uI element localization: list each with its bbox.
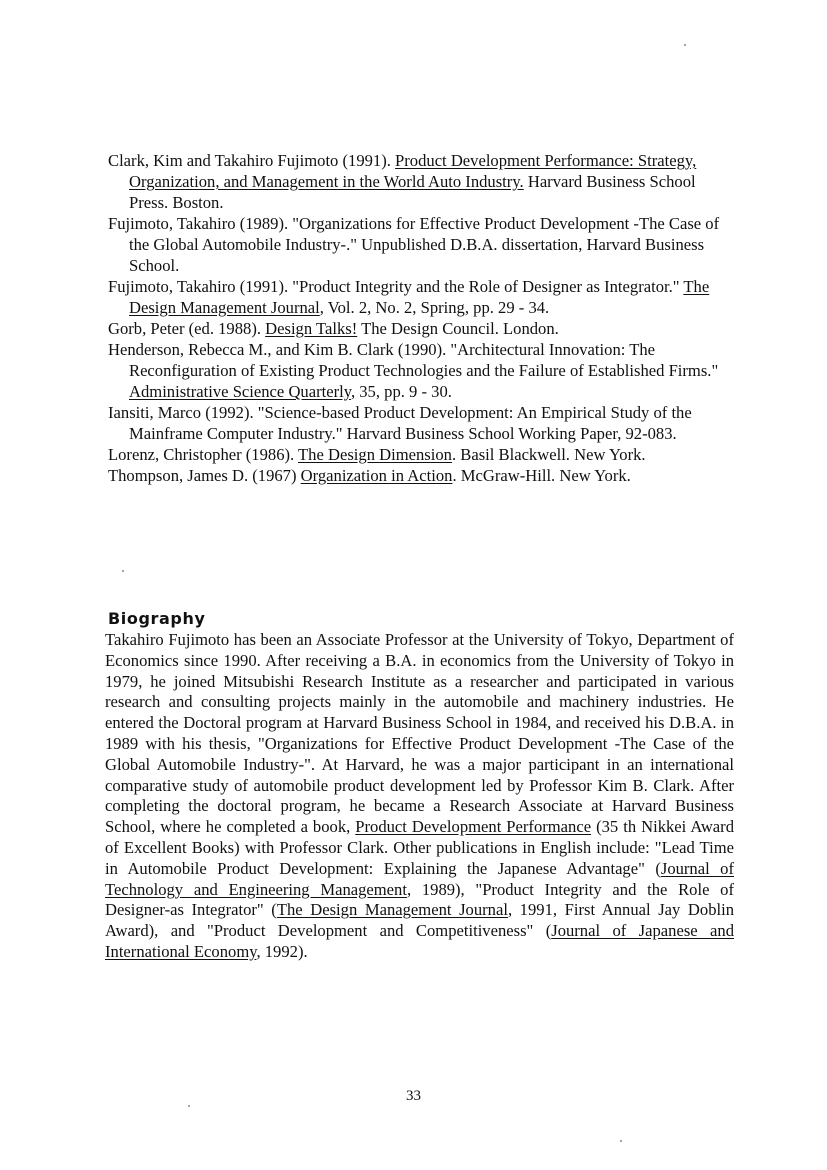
reference-title: Organization in Action — [300, 466, 453, 485]
reference-item — [108, 465, 738, 486]
biography-text: (35 th Nikkei Award of Excellent Books) with Professor Clark. Other publications in English include: "Lead Time in Automobile Product Development: Explaining the Japanese Advantage" ( — [105, 817, 734, 878]
reference-text: , Vol. 2, No. 2, Spring, pp. 29 - 34. — [319, 298, 550, 317]
reference-title: The Design Dimension — [298, 445, 452, 464]
reference-item — [108, 402, 738, 444]
biography-title: The Design Management Journal — [276, 900, 508, 920]
reference-title: The Design Management Journal — [129, 277, 710, 317]
scan-speck — [620, 1140, 622, 1142]
reference-text: Gorb, Peter (ed. 1988). — [108, 319, 266, 338]
biography-title: Journal of Technology and Engineering Management — [105, 858, 734, 899]
reference-title: Design Talks! — [265, 319, 358, 338]
reference-text: Iansiti, Marco (1992). "Science-based Product Development: An Empirical Study of the Mainframe Computer Industry." Harvard Business School Working Paper, 92-083. — [108, 403, 692, 443]
references-list — [108, 150, 738, 486]
reference-item — [108, 213, 738, 276]
scan-speck — [684, 44, 686, 46]
biography-heading: Biography — [108, 609, 206, 628]
reference-text: Henderson, Rebecca M., and Kim B. Clark (1990). "Architectural Innovation: The Reconfiguration of Existing Product Technologies and the Failure of Established Firms." — [108, 340, 719, 380]
reference-title: Product Development Performance: Strategy, Organization, and Management in the World Auto Industry. — [129, 151, 697, 191]
reference-text: Lorenz, Christopher (1986). — [108, 445, 299, 464]
biography-text: , 1992). — [256, 941, 308, 961]
reference-text: The Design Council. London. — [357, 319, 559, 338]
reference-text: Thompson, James D. (1967) — [108, 466, 301, 485]
page-number: 33 — [406, 1088, 421, 1104]
reference-item — [108, 318, 738, 339]
reference-text: Fujimoto, Takahiro (1989). "Organizations for Effective Product Development -The Case of the Global Automobile Industry-." Unpublished D.B.A. dissertation, Harvard Business School. — [108, 214, 720, 275]
reference-item — [108, 444, 738, 465]
reference-text: Clark, Kim and Takahiro Fujimoto (1991). — [108, 151, 396, 170]
reference-item — [108, 339, 738, 402]
biography-title: Journal of Japanese and International Economy — [105, 921, 734, 961]
biography-text: , 1991, First Annual Jay Doblin Award), and "Product Development and Competitiveness" ( — [105, 900, 735, 941]
reference-text: Harvard Business School Press. Boston. — [129, 172, 696, 212]
reference-item — [108, 150, 738, 213]
reference-text: , 35, pp. 9 - 30. — [350, 382, 452, 401]
reference-text: . Basil Blackwell. New York. — [451, 445, 646, 464]
biography-text: Takahiro Fujimoto has been an Associate Professor at the University of Tokyo, Department of Economics since 1990. After receiving a B.A. in economics from the University of Tokyo in 1979, he joined Mitsubishi Research Institute as a researcher and participated in various research and consulting projects mainly in the automobile and machinery industries. He entered the Doctoral program at Harvard Business School in 1984, and received his D.B.A. in 1989 with his thesis, "Organizations for Effective Product Development -The Case of the Global Automobile Industry-". At Harvard, he was a major participant in an international comparative study of automobile product development led by Professor Kim B. Clark. After completing the doctoral program, he became a Research Associate at Harvard Business School, where he completed a book, — [105, 630, 734, 837]
reference-title: Administrative Science Quarterly — [129, 382, 351, 401]
reference-text: Fujimoto, Takahiro (1991). "Product Integrity and the Role of Designer as Integrator." — [108, 277, 684, 296]
biography-text: , 1989), "Product Integrity and the Role of Designer-as Integrator" ( — [105, 879, 734, 920]
reference-item — [108, 276, 738, 318]
biography-title: Product Development Performance — [355, 817, 592, 837]
scan-speck — [122, 570, 124, 572]
reference-text: . McGraw-Hill. New York. — [452, 466, 631, 485]
biography-paragraph — [105, 630, 734, 963]
scan-speck — [188, 1105, 190, 1107]
